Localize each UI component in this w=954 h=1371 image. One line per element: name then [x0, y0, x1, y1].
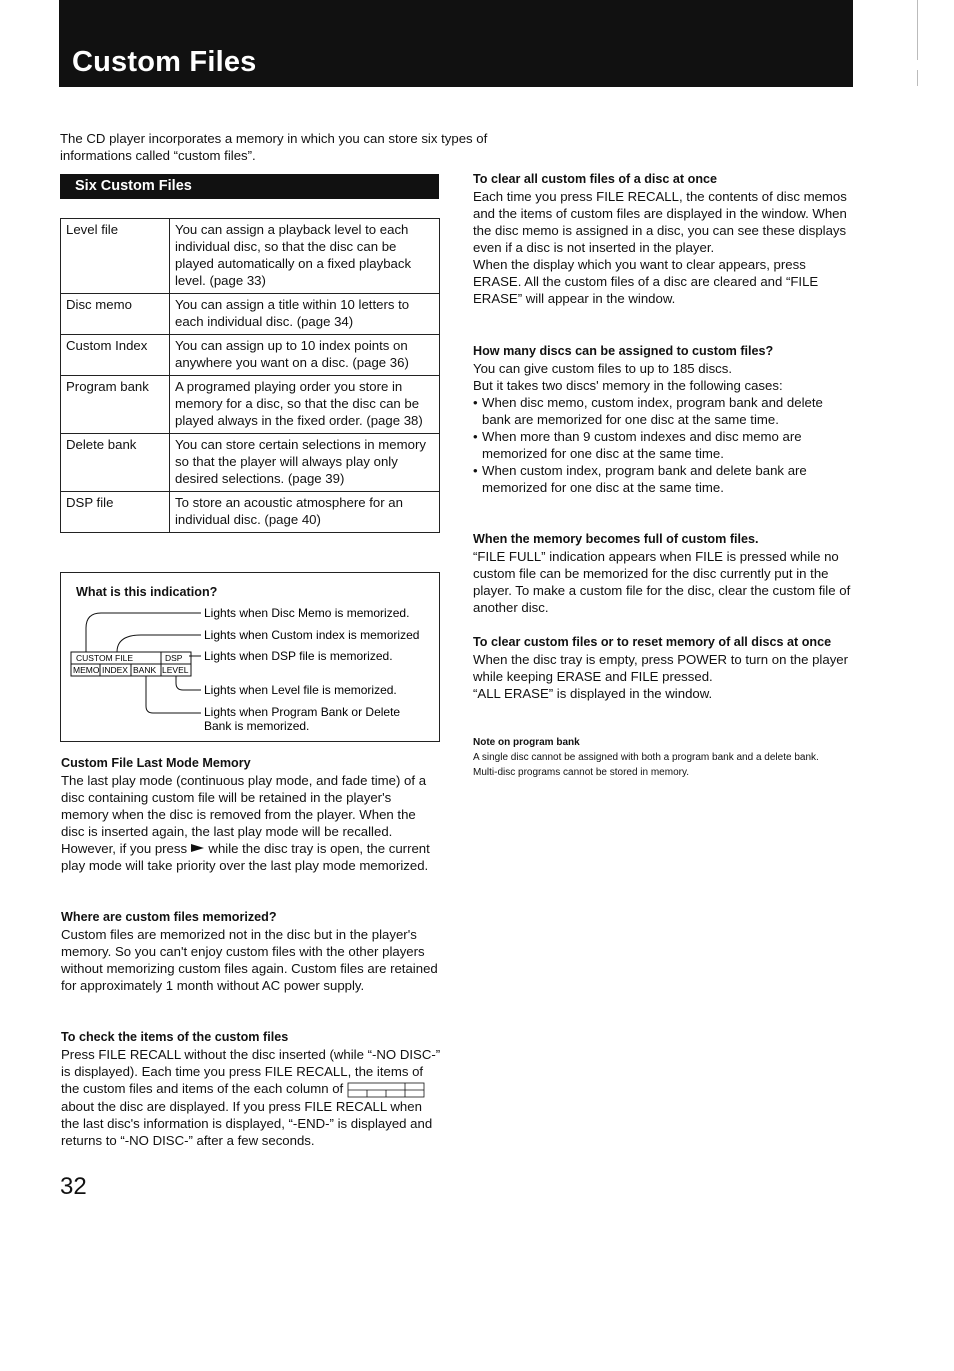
where-section	[61, 909, 441, 994]
file-description: You can assign a title within 10 letters to each individual disc. (page 34)	[170, 294, 440, 335]
file-name: Level file	[61, 219, 170, 294]
note-section	[473, 736, 845, 780]
where-body: Custom files are memorized not in the disc but in the player's memory. So you can't enjoy custom files with the other players without memorizing custom files again. Custom files are retained for approximately 1 month without AC power supply.	[61, 927, 438, 993]
edge-mark	[917, 70, 918, 86]
lcd-level-label: LEVEL	[162, 665, 189, 675]
file-description: You can store certain selections in memory so that the player will always play only desired selections. (page 39)	[170, 434, 440, 492]
section-title: Six Custom Files	[75, 178, 192, 194]
edge-mark	[917, 0, 918, 60]
check-body-2: about the disc are displayed. If you press FILE RECALL when the last disc's information is displayed, “-END-” is displayed and returns to “-NO DISC-” after a few seconds.	[61, 1098, 433, 1148]
last-mode-body-2: while the disc tray is open, the current play mode will take priority over the last play mode memorized.	[61, 841, 430, 873]
note-heading: Note on program bank	[473, 737, 580, 748]
section-bar	[60, 174, 439, 199]
reset-body-2: “ALL ERASE” is displayed in the window.	[473, 686, 713, 701]
table-row	[61, 294, 440, 335]
list-item: • When custom index, program bank and delete bank are memorized for one disc at the same time.	[473, 462, 855, 496]
file-name: Disc memo	[61, 294, 170, 335]
file-description: A programed playing order you store in memory for a disc, so that the disc can be played always in the fixed order. (page 38)	[170, 376, 440, 434]
clear-disc-body-1: Each time you press FILE RECALL, the contents of disc memos and the items of custom files are displayed in the window. When the disc memo is assigned in a disc, you can see these displays even if a disc is not inserted in the player.	[473, 189, 847, 255]
check-section	[61, 1029, 441, 1149]
disc-memo-note: Lights when Disc Memo is memorized.	[204, 606, 410, 620]
memory-full-heading: When the memory becomes full of custom files.	[473, 532, 759, 546]
file-name: DSP file	[61, 492, 170, 533]
reset-body-1: When the disc tray is empty, press POWER to turn on the player while keeping ERASE and FILE pressed.	[473, 652, 849, 684]
check-heading: To check the items of the custom files	[61, 1030, 289, 1044]
custom-files-table	[60, 218, 440, 533]
indication-heading: What is this indication?	[76, 585, 218, 599]
last-mode-heading: Custom File Last Mode Memory	[61, 756, 251, 770]
reset-heading: To clear custom files or to reset memory of all discs at once	[473, 635, 832, 649]
play-arrow-icon	[191, 843, 205, 853]
how-many-body-1: You can give custom files to up to 185 discs.	[473, 361, 733, 376]
table-row	[61, 376, 440, 434]
file-description: You can assign a playback level to each individual disc, so that the disc can be played automatically on a fixed playback level. (page 33)	[170, 219, 440, 294]
how-many-section	[473, 343, 855, 496]
last-mode-section	[61, 755, 441, 874]
table-row	[61, 492, 440, 533]
page-number: 32	[60, 1173, 87, 1200]
indication-box	[60, 572, 440, 742]
lcd-custom-file-label: CUSTOM FILE	[76, 653, 133, 663]
lcd-index-label: INDEX	[102, 665, 128, 675]
title-bar	[59, 0, 853, 87]
how-many-body-2: But it takes two discs' memory in the following cases:	[473, 378, 783, 393]
last-mode-body-1: The last play mode (continuous play mode, and fade time) of a disc containing custom file will be retained in the player's memory when the disc is removed from the player. When the disc is inserted again, the last play mode will be recalled. However, if you press	[61, 773, 427, 856]
clear-disc-body-2: When the display which you want to clear appears, press ERASE. All the custom files of a disc are cleared and “FILE ERASE” will appear in the window.	[473, 257, 819, 306]
note-body: A single disc cannot be assigned with both a program bank and a delete bank. Multi-disc programs cannot be stored in memory.	[473, 752, 819, 778]
reset-section	[473, 634, 855, 702]
check-body-1: Press FILE RECALL without the disc inserted (while “-NO DISC-” is displayed). Each time you press FILE RECALL, the items of the custom files and items of the each column of	[61, 1047, 441, 1096]
memory-full-body: “FILE FULL” indication appears when FILE is pressed while no custom file can be memorized for the disc currently put in the player. To make a custom file for the disc, clear the custom file of another disc.	[473, 549, 851, 615]
memory-full-section	[473, 531, 855, 616]
how-many-heading: How many discs can be assigned to custom files?	[473, 344, 774, 358]
table-row	[61, 335, 440, 376]
level-file-note: Lights when Level file is memorized.	[204, 683, 397, 697]
list-item: • When more than 9 custom indexes and disc memo are memorized for one disc at the same time.	[473, 428, 855, 462]
file-name: Delete bank	[61, 434, 170, 492]
file-description: To store an acoustic atmosphere for an individual disc. (page 40)	[170, 492, 440, 533]
program-bank-note: Lights when Program Bank or Delete	[204, 705, 401, 719]
where-heading: Where are custom files memorized?	[61, 910, 277, 924]
table-row	[61, 434, 440, 492]
intro-text: The CD player incorporates a memory in which you can store six types of informations called “custom files”.	[60, 131, 488, 163]
table-row	[61, 219, 440, 294]
clear-disc-section	[473, 171, 855, 307]
dsp-file-note: Lights when DSP file is memorized.	[204, 649, 393, 663]
custom-file-indicator-icon	[347, 1082, 425, 1098]
lcd-memo-label: MEMO	[73, 665, 100, 675]
last-mode-body	[61, 772, 441, 874]
how-many-bullets	[473, 394, 855, 496]
program-bank-note-cont: Bank is memorized.	[204, 719, 310, 733]
file-description: You can assign up to 10 index points on anywhere you want on a disc. (page 36)	[170, 335, 440, 376]
file-name: Program bank	[61, 376, 170, 434]
custom-index-note: Lights when Custom index is memorized	[204, 628, 420, 642]
lcd-dsp-label: DSP	[165, 653, 183, 663]
page-title: Custom Files	[72, 46, 257, 78]
list-item: • When disc memo, custom index, program bank and delete bank are memorized for one disc at the same time.	[473, 394, 855, 428]
clear-disc-heading: To clear all custom files of a disc at once	[473, 172, 718, 186]
lcd-bank-label: BANK	[133, 665, 157, 675]
check-body	[61, 1046, 441, 1149]
file-name: Custom Index	[61, 335, 170, 376]
